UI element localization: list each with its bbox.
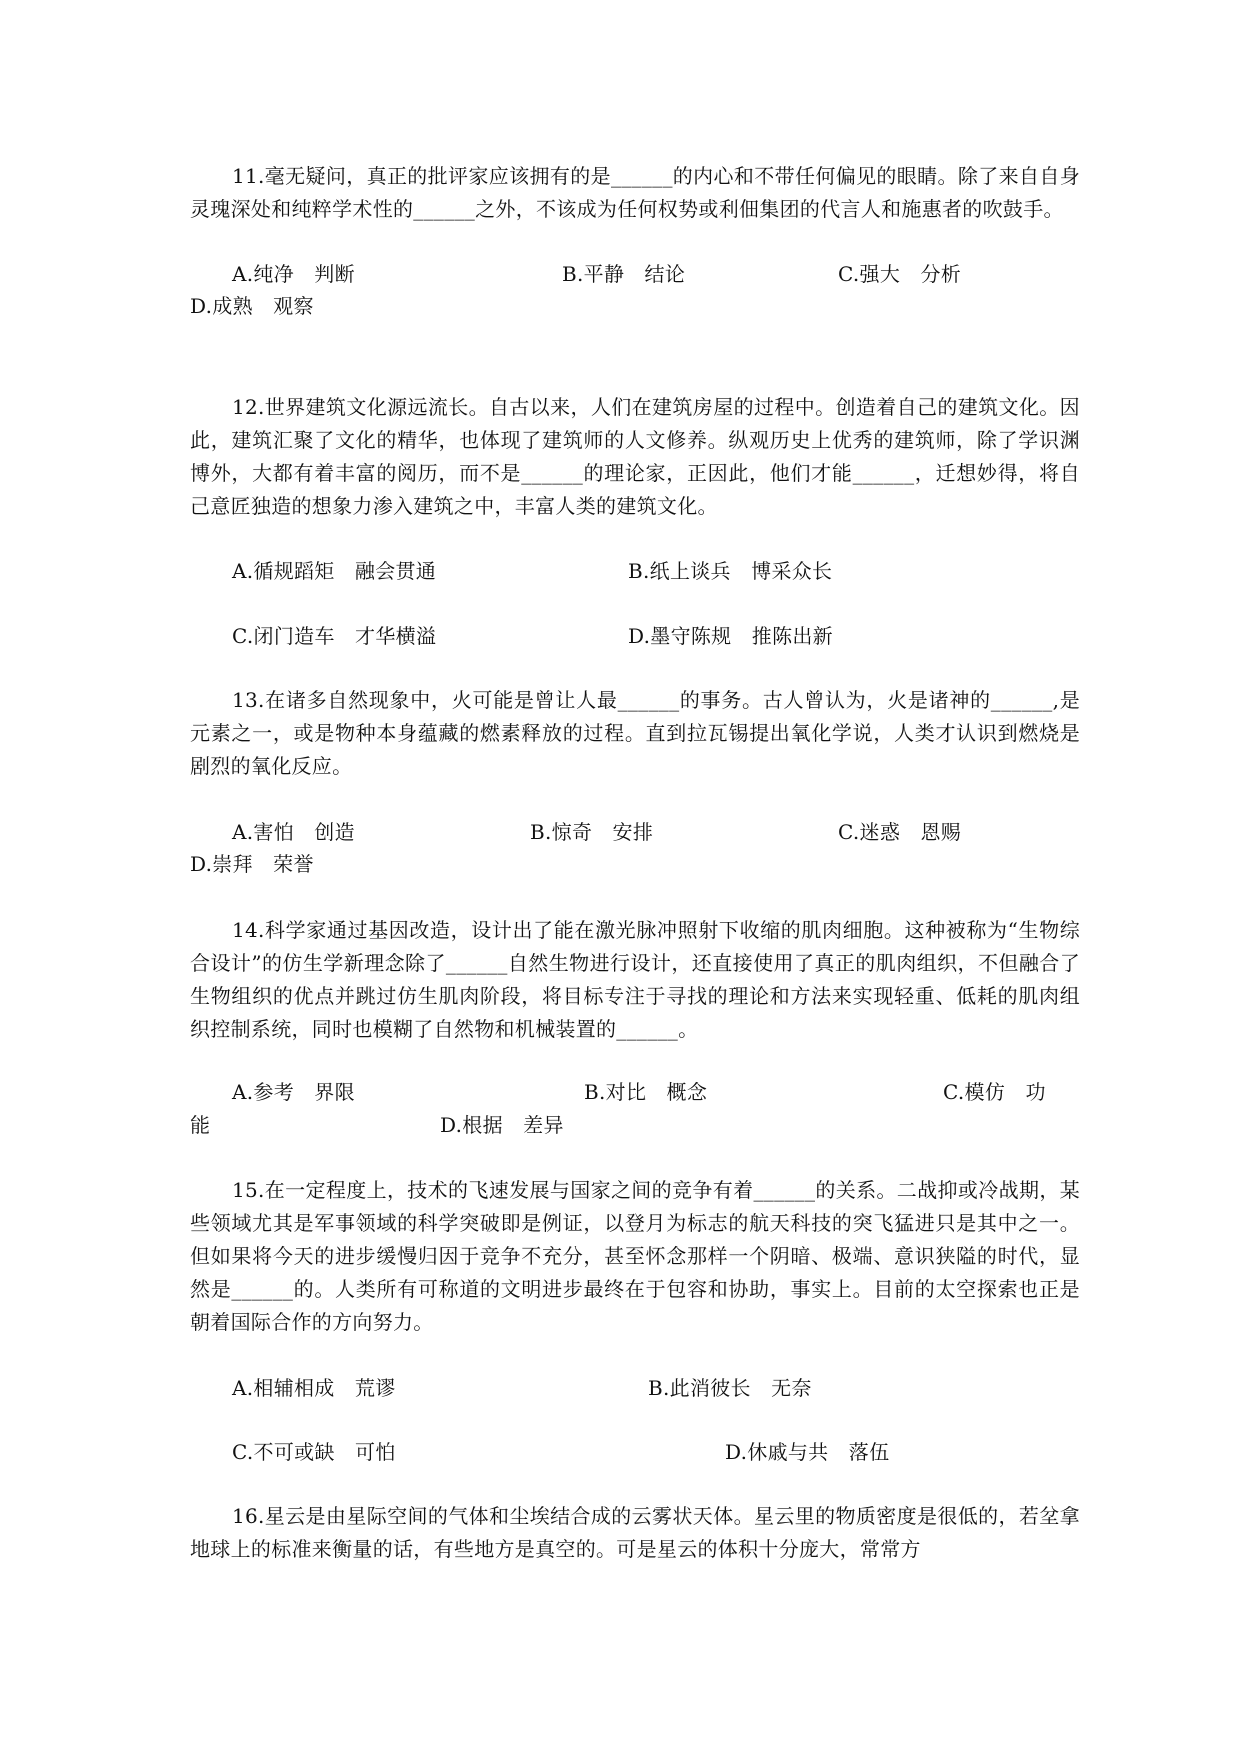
- question-15-option-a: A.相辅相成 荒谬: [232, 1376, 396, 1400]
- question-11-text: 11.毫无疑问，真正的批评家应该拥有的是______的内心和不带任何偏见的眼睛。除了来自自身灵瑰深处和纯粹学术性的______之外，不该成为任何权势或利佃集团的代言人和施惠者的吹鼓手。: [190, 164, 1080, 221]
- question-12-option-c: C.闭门造车 才华横溢: [232, 624, 437, 648]
- question-15-option-b: B.此消彼长 无奈: [648, 1376, 812, 1400]
- question-14-option-a: A.参考 界限: [232, 1080, 355, 1104]
- question-12-option-b: B.纸上谈兵 博采众长: [628, 559, 833, 583]
- question-14-text: 14.科学家通过基因改造，设计出了能在激光脉冲照射下收缩的肌肉细胞。这种被称为“生物综合设计”的仿生学新理念除了______自然生物进行设计，还直接使用了真正的肌肉组织，不但融合了生物组织的优点并跳过仿生肌肉阶段，将目标专注于寻找的理论和方法来实现轻重、低耗的肌肉组织控制系统，同时也模糊了自然物和机械装置的______。: [190, 918, 1080, 1041]
- question-11-option-b: B.平静 结论: [562, 262, 686, 286]
- question-12-text: 12.世界建筑文化源远流长。自古以来，人们在建筑房屋的过程中。创造着自己的建筑文化。因此，建筑汇聚了文化的精华，也体现了建筑师的人文修养。纵观历史上优秀的建筑师，除了学识渊博外，大都有着丰富的阅历，而不是______的理论家，正因此，他们才能______，迁想妙得，将自己意匠独造的想象力渗入建筑之中，丰富人类的建筑文化。: [190, 395, 1080, 518]
- question-13-option-a: A.害怕 创造: [232, 820, 355, 844]
- question-15-option-d: D.休戚与共 落伍: [725, 1440, 890, 1464]
- question-12-option-d: D.墨守陈规 推陈出新: [628, 624, 833, 648]
- question-11-option-d: D.成熟 观察: [190, 294, 314, 318]
- question-14-option-b: B.对比 概念: [584, 1080, 708, 1104]
- question-14-option-d: D.根据 差异: [440, 1113, 564, 1137]
- question-15-option-c: C.不可或缺 可怕: [232, 1440, 396, 1464]
- question-16-text: 16.星云是由星际空间的气体和尘埃结合成的云雾状天体。星云里的物质密度是很低的，若坌拿地球上的标准来衡量的话，有些地方是真空的。可是星云的体积十分庞大，常常方: [190, 1504, 1080, 1561]
- question-11-option-a: A.纯净 判断: [232, 262, 355, 286]
- question-13-text: 13.在诸多自然现象中，火可能是曾让人最______的事务。古人曾认为，火是诸神的______,是元素之一，或是物种本身蕴藏的燃素释放的过程。直到拉瓦锡提出氧化学说，人类才认识到燃烧是剧烈的氧化反应。: [190, 688, 1080, 778]
- question-14-option-c: C.模仿 功: [943, 1080, 1046, 1104]
- question-13-option-b: B.惊奇 安排: [530, 820, 654, 844]
- question-11-option-c: C.强大 分析: [838, 262, 962, 286]
- question-13-option-c: C.迷惑 恩赐: [838, 820, 962, 844]
- question-15-text: 15.在一定程度上，技术的飞速发展与国家之间的竞争有着______的关系。二战抑或冷战期，某些领域尤其是军事领域的科学突破即是例证，以登月为标志的航天科技的突飞猛进只是其中之一。但如果将今天的进步缓慢归因于竞争不充分，甚至怀念那样一个阴暗、极端、意识狭隘的时代，显然是______的。人类所有可称道的文明进步最终在于包容和协助，事实上。目前的太空探索也正是朝着国际合作的方向努力。: [190, 1178, 1080, 1334]
- question-13-option-d: D.崇拜 荣誉: [190, 852, 314, 876]
- question-12-option-a: A.循规蹈矩 融会贯通: [232, 559, 437, 583]
- question-14-option-c-wrap: 能: [190, 1113, 211, 1137]
